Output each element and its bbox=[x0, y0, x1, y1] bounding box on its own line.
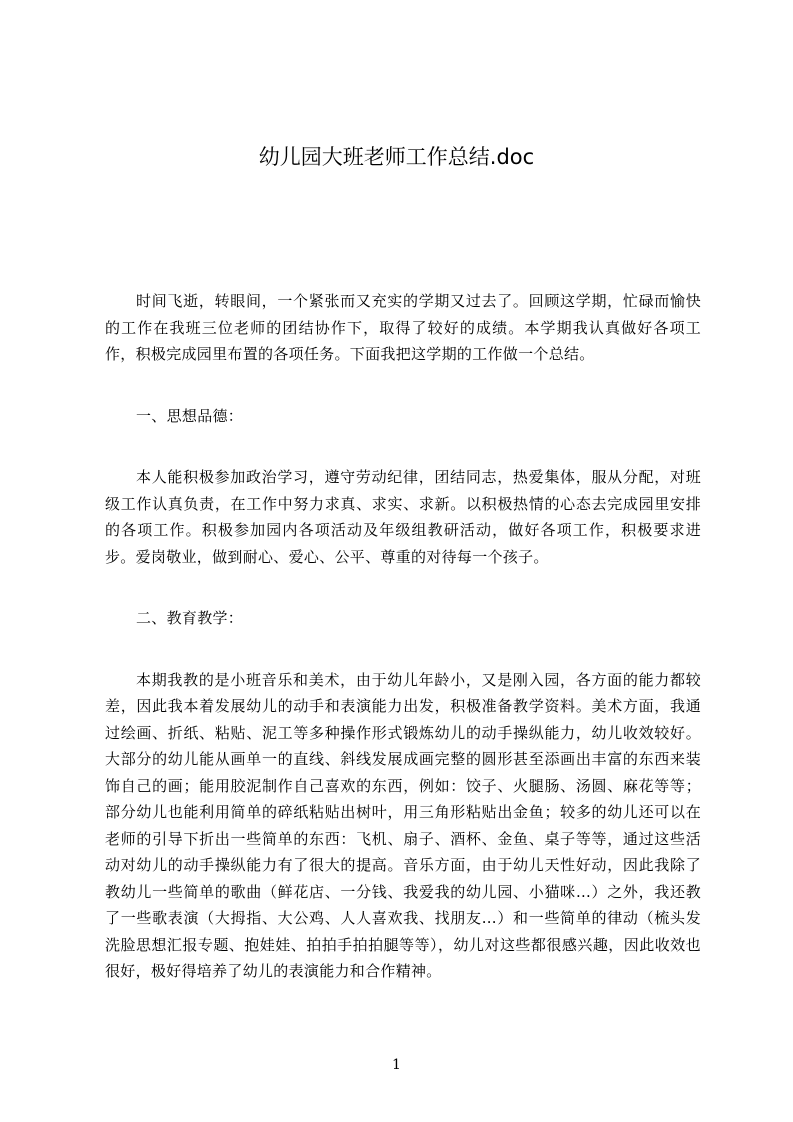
section-heading-ideology: 一、思想品德： bbox=[136, 406, 244, 425]
spacer bbox=[105, 570, 701, 605]
page-number: 1 bbox=[392, 1057, 401, 1073]
section-paragraph-ideology: 本人能积极参加政治学习，遵守劳动纪律，团结同志，热爱集体，服从分配，对班级工作认真负责，在工作中努力求真、求实、求新。以积极热情的心态去完成园里安排的各项工作。积极参加园内各项活动及年级组教研活动，做好各项工作，积极要求进步。爱岗敬业，做到耐心、爱心、公平、尊重的对待每一个孩子。 bbox=[105, 468, 701, 566]
document-body bbox=[105, 288, 701, 985]
intro-paragraph: 时间飞逝，转眼间，一个紧张而又充实的学期又过去了。回顾这学期，忙碌而愉快的工作在我班三位老师的团结协作下，取得了较好的成绩。本学期我认真做好各项工作，积极完成园里布置的各项任务。下面我把这学期的工作做一个总结。 bbox=[105, 292, 701, 363]
spacer bbox=[105, 429, 701, 464]
section-heading-teaching: 二、教育教学： bbox=[136, 609, 244, 627]
section-paragraph-teaching: 本期我教的是小班音乐和美术，由于幼儿年龄小，又是刚入园，各方面的能力都较差，因此我本着发展幼儿的动手和表演能力出发，积极准备教学资料。美术方面，我通过绘画、折纸、粘贴、泥工等多种操作形式锻炼幼儿的动手操纵能力，幼儿收效较好。大部分的幼儿能从画单一的直线、斜线发展成画完整的圆形甚至添画出丰富的东西来装饰自己的画；能用胶泥制作自己喜欢的东西，例如：饺子、火腿肠、汤圆、麻花等等；部分幼儿也能利用简单的碎纸粘贴出树叶，用三角形粘贴出金鱼；较多的幼儿还可以在老师的引导下折出一些简单的东西：飞机、扇子、酒杯、金鱼、桌子等等，通过这些活动对幼儿的动手操纵能力有了很大的提高。音乐方面，由于幼儿天性好动，因此我除了教幼儿一些简单的歌曲（鲜花店、一分钱、我爱我的幼儿园、小猫咪…）之外，我还教了一些歌表演（大拇指、大公鸡、人人喜欢我、找朋友…）和一些简单的律动（梳头发洗脸思想汇报专题、抱娃娃、拍拍手拍拍腿等等），幼儿对这些都很感兴趣，因此收效也很好，极好得培养了幼儿的表演能力和合作精神。 bbox=[105, 670, 701, 980]
spacer bbox=[105, 368, 701, 403]
spacer bbox=[105, 632, 701, 667]
document-title: 幼儿园大班老师工作总结.doc bbox=[258, 145, 535, 169]
